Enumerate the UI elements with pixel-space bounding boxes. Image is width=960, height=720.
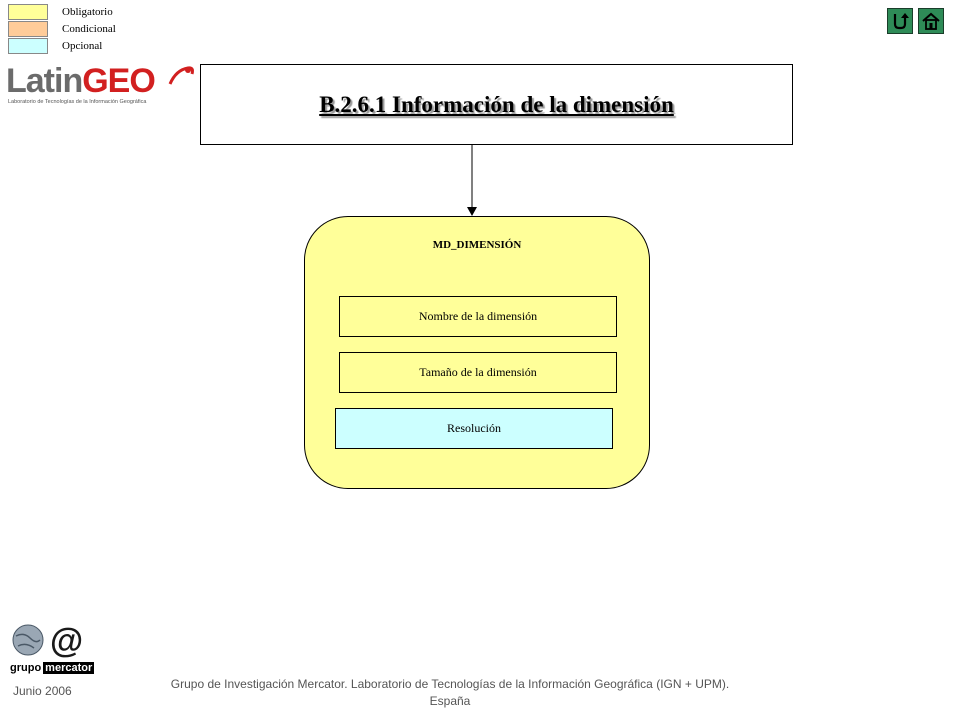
logo-mercator-text: grupo mercator [10, 662, 93, 674]
page-title: B.2.6.1 Información de la dimensión [319, 91, 674, 117]
back-button[interactable] [887, 8, 913, 34]
svg-text:@: @ [50, 622, 84, 660]
footer-credits-line2: España [429, 694, 471, 708]
entity-title: MD_DIMENSIÓN [432, 239, 522, 251]
field-label: Resolución [447, 421, 501, 435]
legend [8, 4, 148, 55]
legend-row-mandatory [8, 4, 148, 21]
legend-swatch-optional [8, 38, 48, 54]
legend-swatch-conditional [8, 21, 48, 37]
legend-swatch-mandatory [8, 4, 48, 20]
globe-at-icon [8, 622, 98, 662]
legend-row-optional [8, 38, 148, 55]
field-dimension-size[interactable] [339, 352, 617, 393]
legend-row-conditional [8, 21, 148, 38]
logo-swirl-icon [166, 62, 196, 98]
title-box [200, 64, 793, 145]
field-label: Tamaño de la dimensión [419, 365, 537, 379]
latingeo-logo [6, 62, 196, 110]
grupo-mercator-logo [8, 622, 98, 678]
footer-credits-line1: Grupo de Investigación Mercator. Laboratorio de Tecnologías de la Información Geográfica (IGN + UPM). [170, 677, 730, 691]
field-resolution[interactable] [335, 408, 613, 449]
footer-credits [130, 676, 770, 710]
logo-subtitle: Laboratorio de Tecnologías de la Información Geográfica [8, 99, 147, 105]
legend-label: Obligatorio [62, 6, 113, 18]
home-button[interactable] [918, 8, 944, 34]
footer-date: Junio 2006 [13, 684, 72, 698]
home-icon [921, 11, 941, 31]
legend-label: Condicional [62, 23, 116, 35]
legend-label: Opcional [62, 40, 103, 52]
logo-wordmark: LatinGEO [6, 62, 155, 100]
field-label: Nombre de la dimensión [418, 309, 538, 323]
back-arrow-icon [890, 11, 910, 31]
field-dimension-name[interactable] [339, 296, 617, 337]
